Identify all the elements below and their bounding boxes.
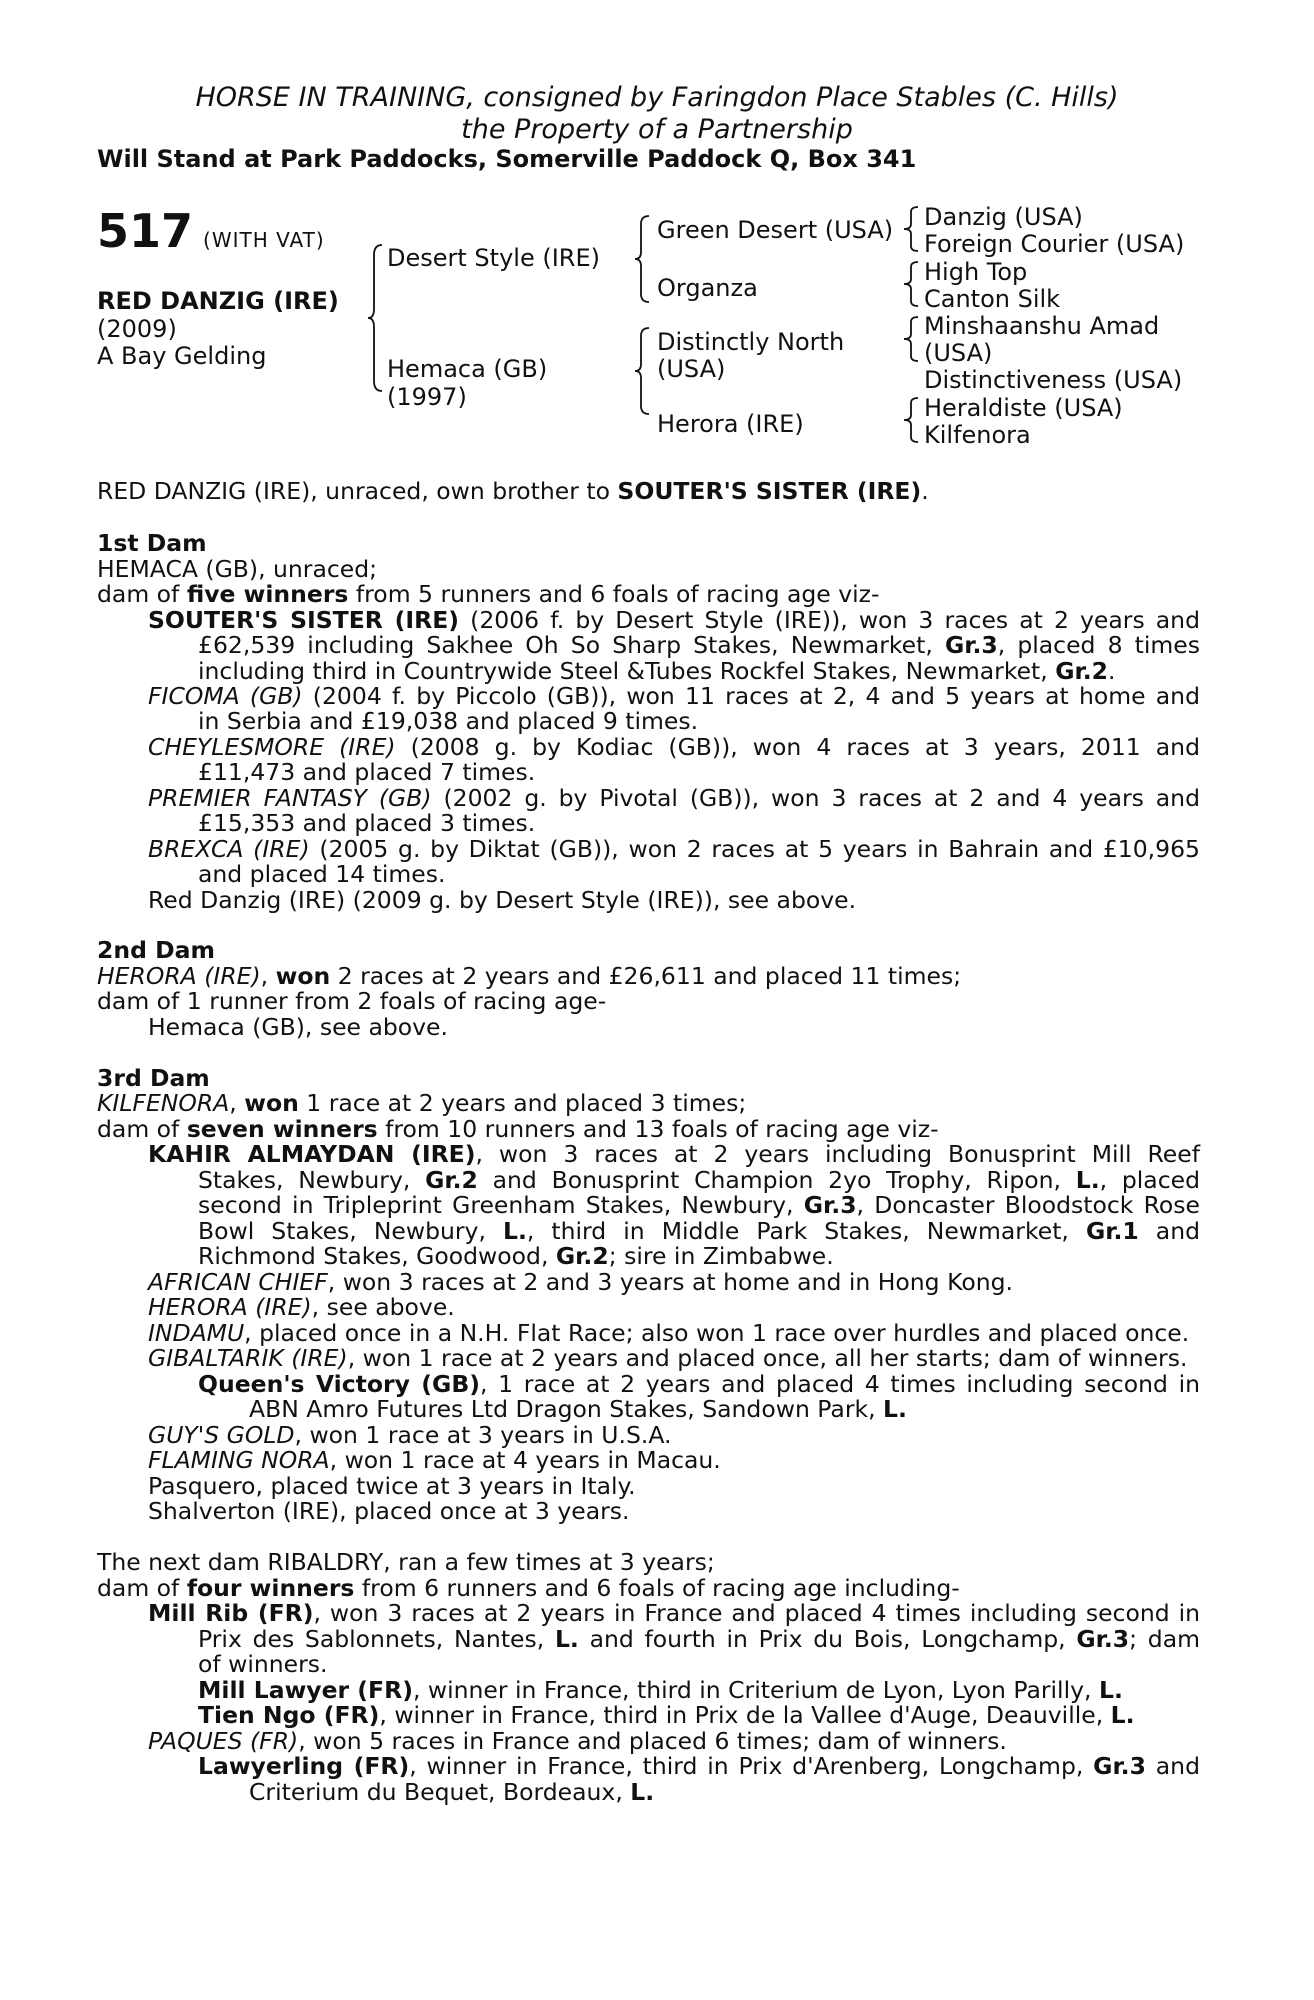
- text-run: ,: [229, 1089, 245, 1117]
- text-run: , third in Middle Park Stakes, Newmarket,: [526, 1217, 1086, 1245]
- text-run: 2 races at 2 years and £26,611 and placed 11 times;: [330, 962, 962, 990]
- pedigree-dam-sire: Distinctly North: [657, 328, 845, 356]
- text-run: , see above.: [311, 1293, 455, 1321]
- runner-name: PAQUES (FR): [148, 1727, 299, 1755]
- dam1-runner-line: [148, 734, 1200, 760]
- runner-name: HERORA (IRE): [148, 1293, 312, 1321]
- intro-text: RED DANZIG (IRE), unraced, own brother to: [97, 477, 618, 505]
- pedigree-brace-dam: [633, 326, 651, 416]
- next-runner-line: of winners.: [198, 1650, 328, 1678]
- dam1-runner-line: and placed 14 times.: [198, 860, 446, 888]
- next-dam-line2: [97, 1575, 960, 1601]
- dam3-runner-line: [198, 1243, 834, 1269]
- dam1-runner-line: [198, 632, 1200, 658]
- text-run: (2004 f. by Piccolo (GB)), won 11 races at 2, 4 and 5 years at home and: [302, 682, 1200, 710]
- dam3-runner-line: [198, 1192, 1200, 1218]
- dam2-line2: dam of 1 runner from 2 foals of racing age-: [97, 987, 607, 1015]
- dam3-runner-line: [148, 1294, 455, 1320]
- text-run: , placed: [1099, 1166, 1200, 1194]
- text-run: from 5 runners and 6 foals of racing age viz-: [348, 580, 880, 608]
- horse-year: (2009): [97, 315, 177, 343]
- pedigree-sire: Desert Style (IRE): [387, 244, 600, 272]
- pedigree-brace-ss: [902, 205, 920, 253]
- text-run: (2008 g. by Kodiac (GB)), won 4 races at 3 years, 2011 and: [395, 733, 1200, 761]
- runner-name: SOUTER'S SISTER (IRE): [148, 606, 460, 634]
- dam1-line1: HEMACA (GB), unraced;: [97, 555, 378, 583]
- dam2-line1: [97, 963, 961, 989]
- pedigree-dam-year: (1997): [387, 383, 467, 411]
- pedigree-brace-sd: [902, 260, 920, 308]
- text-run: , winner in France, third in Criterium de Lyon, Lyon Parilly,: [412, 1676, 1099, 1704]
- next-dam-line1: The next dam RIBALDRY, ran a few times at 3 years;: [97, 1548, 715, 1576]
- text-run: from 6 runners and 6 foals of racing age including-: [354, 1574, 960, 1602]
- horse-description: A Bay Gelding: [97, 342, 267, 370]
- text-run: ,: [260, 962, 276, 990]
- won-label: won: [275, 962, 331, 990]
- runner-name: BREXCA (IRE): [148, 835, 310, 863]
- text-run: and fourth in Prix du Bois, Longchamp,: [578, 1625, 1077, 1653]
- runner-name: PREMIER FANTASY (GB): [148, 784, 432, 812]
- grade: Gr.3: [944, 631, 998, 659]
- next-runner-line: [198, 1626, 1200, 1652]
- runner-name: CHEYLESMORE (IRE): [148, 733, 396, 761]
- dam3-heading: 3rd Dam: [97, 1064, 210, 1092]
- dam1-runner-line: £15,353 and placed 3 times.: [198, 809, 536, 837]
- dam1-runner-line: £11,473 and placed 7 times.: [198, 758, 536, 786]
- stabling-line: Will Stand at Park Paddocks, Somerville Paddock Q, Box 341: [97, 145, 917, 173]
- text-run: , won 3 races at 2 and 3 years at home and in Hong Kong.: [327, 1268, 1013, 1296]
- dam3-runner-line: [148, 1447, 721, 1473]
- grade: Gr.3: [803, 1191, 857, 1219]
- intro-sibling: SOUTER'S SISTER (IRE): [617, 477, 922, 505]
- pedigree-brace-sire: [633, 214, 651, 304]
- dam3-runner-line: [148, 1345, 1187, 1371]
- grade: Gr.1: [1085, 1217, 1139, 1245]
- next-runner-line: [198, 1702, 1135, 1728]
- winners-count: five winners: [186, 580, 349, 608]
- dam2-line3: Hemaca (GB), see above.: [148, 1013, 448, 1041]
- text-run: (2002 g. by Pivotal (GB)), won 3 races at 2 and 4 years and: [431, 784, 1200, 812]
- runner-name: Tien Ngo (FR): [198, 1701, 380, 1729]
- text-run: , placed once in a N.H. Flat Race; also won 1 race over hurdles and placed once.: [244, 1319, 1190, 1347]
- text-run: Richmond Stakes, Goodwood,: [198, 1242, 556, 1270]
- next-runner-line: [198, 1677, 1123, 1703]
- pedigree-ss-sire: Danzig (USA): [924, 203, 1083, 231]
- pedigree-dam-sire-country: (USA): [657, 355, 726, 383]
- dam3-runner-line: [148, 1320, 1189, 1346]
- grade: L.: [630, 1778, 655, 1806]
- text-run: from 10 runners and 13 foals of racing age viz-: [377, 1115, 939, 1143]
- pedigree-dd-sire: Heraldiste (USA): [924, 394, 1123, 422]
- dam3-runner-line: Pasquero, placed twice at 3 years in Italy.: [148, 1472, 636, 1500]
- text-run: ABN Amro Futures Ltd Dragon Stakes, Sandown Park,: [249, 1395, 884, 1423]
- text-run: , won 1 race at 3 years in U.S.A.: [294, 1421, 672, 1449]
- dam1-line2: [97, 581, 879, 607]
- runner-name: FLAMING NORA: [148, 1446, 330, 1474]
- text-run: , won 3 races at 2 years including Bonusprint Mill Reef: [475, 1140, 1200, 1168]
- dam1-runner-line: [148, 785, 1200, 811]
- text-run: , won 3 races at 2 years in France and placed 4 times including second in: [313, 1599, 1201, 1627]
- pedigree-dam-dam: Herora (IRE): [657, 410, 804, 438]
- text-run: including third in Countrywide Steel &Tubes Rockfel Stakes, Newmarket,: [198, 657, 1056, 685]
- vat-label: (WITH VAT): [203, 228, 325, 252]
- pedigree-sire-sire: Green Desert (USA): [657, 216, 894, 244]
- text-run: , placed 8 times: [997, 631, 1200, 659]
- dam3-runner-line: [148, 1141, 1200, 1167]
- text-run: , winner in France, third in Prix de la Vallee d'Auge, Deauville,: [379, 1701, 1111, 1729]
- dam3-runner-line: [198, 1371, 1200, 1397]
- grade: Gr.2: [555, 1242, 609, 1270]
- text-run: and: [1138, 1217, 1201, 1245]
- text-run: ; sire in Zimbabwe.: [608, 1242, 834, 1270]
- pedigree-ds-sire-country: (USA): [924, 339, 993, 367]
- next-runner-line: [249, 1779, 654, 1805]
- text-run: Prix des Sablonnets, Nantes,: [198, 1625, 555, 1653]
- grade: L.: [883, 1395, 907, 1423]
- text-run: , won 5 races in France and placed 6 times; dam of winners.: [298, 1727, 1007, 1755]
- text-run: 1 race at 2 years and placed 3 times;: [298, 1089, 747, 1117]
- runner-name: INDAMU: [148, 1319, 245, 1347]
- dam1-runner-line: [148, 607, 1200, 633]
- text-run: dam of: [97, 1574, 187, 1602]
- pedigree-brace-ds: [902, 315, 920, 363]
- grade: Gr.2: [1055, 657, 1109, 685]
- dam3-runner-line: [148, 1422, 671, 1448]
- text-run: ; dam: [1129, 1625, 1200, 1653]
- text-run: second in Tripleprint Greenham Stakes, Newbury,: [198, 1191, 804, 1219]
- text-run: £62,539 including Sakhee Oh So Sharp Stakes, Newmarket,: [198, 631, 945, 659]
- runner-name: FICOMA (GB): [148, 682, 303, 710]
- text-run: and: [1145, 1752, 1200, 1780]
- intro-end: .: [921, 477, 929, 505]
- grade: Gr.2: [425, 1166, 478, 1194]
- pedigree-ds-sire: Minshaanshu Amad: [924, 312, 1160, 340]
- dam2-heading: 2nd Dam: [97, 936, 215, 964]
- text-run: , won 1 race at 4 years in Macau.: [329, 1446, 721, 1474]
- pedigree-dd-dam: Kilfenora: [924, 421, 1031, 449]
- dam3-runner-line: [198, 1167, 1200, 1193]
- text-run: and Bonusprint Champion 2yo Trophy, Ripon,: [477, 1166, 1076, 1194]
- text-run: .: [1108, 657, 1116, 685]
- won-label: won: [244, 1089, 299, 1117]
- grade: L.: [554, 1625, 579, 1653]
- text-run: Bowl Stakes, Newbury,: [198, 1217, 503, 1245]
- runner-name: KAHIR ALMAYDAN (IRE): [148, 1140, 476, 1168]
- intro-line: [97, 478, 929, 504]
- dam3-line2: [97, 1116, 939, 1142]
- property-line: the Property of a Partnership: [461, 114, 853, 145]
- text-run: , winner in France, third in Prix d'Arenberg, Longchamp,: [409, 1752, 1094, 1780]
- runner-name: Mill Rib (FR): [148, 1599, 314, 1627]
- pedigree-ds-dam: Distinctiveness (USA): [924, 366, 1183, 394]
- dam3-line1: [97, 1090, 746, 1116]
- next-runner-line: [148, 1600, 1200, 1626]
- grade: L.: [1110, 1701, 1135, 1729]
- text-run: dam of: [97, 1115, 187, 1143]
- grade: L.: [1075, 1166, 1100, 1194]
- text-run: (2005 g. by Diktat (GB)), won 2 races at 5 years in Bahrain and £10,965: [309, 835, 1201, 863]
- dam1-runner-line: [148, 683, 1200, 709]
- runner-name: Queen's Victory (GB): [198, 1370, 480, 1398]
- dam3-runner-line: [148, 1269, 1013, 1295]
- text-run: Stakes, Newbury,: [198, 1166, 426, 1194]
- pedigree-sd-dam: Canton Silk: [924, 285, 1061, 313]
- pedigree-dam: Hemaca (GB): [387, 355, 548, 383]
- dam3-runner-line: [249, 1396, 907, 1422]
- next-runner-line: [148, 1728, 1007, 1754]
- dam3-runner-line: Shalverton (IRE), placed once at 3 years.: [148, 1497, 630, 1525]
- consignor-line: HORSE IN TRAINING, consigned by Faringdon Place Stables (C. Hills): [195, 82, 1119, 113]
- runner-name: GIBALTARIK (IRE): [148, 1344, 348, 1372]
- grade: Gr.3: [1093, 1752, 1146, 1780]
- dam1-runner-line: [148, 836, 1200, 862]
- pedigree-brace-dd: [902, 396, 920, 444]
- dam1-runner-line: Red Danzig (IRE) (2009 g. by Desert Style (IRE)), see above.: [148, 886, 857, 914]
- pedigree-ss-dam: Foreign Courier (USA): [924, 230, 1185, 258]
- runner-name: GUY'S GOLD: [148, 1421, 295, 1449]
- next-runner-line: [198, 1753, 1200, 1779]
- grade: L.: [1098, 1676, 1123, 1704]
- runner-name: AFRICAN CHIEF: [148, 1268, 328, 1296]
- dam-name: KILFENORA: [97, 1089, 230, 1117]
- dam-name: HERORA (IRE): [97, 962, 261, 990]
- text-run: dam of: [97, 580, 187, 608]
- dam1-heading: 1st Dam: [97, 529, 207, 557]
- dam3-runner-line: [198, 1218, 1200, 1244]
- text-run: , Doncaster Bloodstock Rose: [856, 1191, 1200, 1219]
- text-run: (2006 f. by Desert Style (IRE)), won 3 races at 2 years and: [459, 606, 1200, 634]
- winners-count: seven winners: [186, 1115, 378, 1143]
- text-run: , won 1 race at 2 years and placed once, all her starts; dam of winners.: [347, 1344, 1188, 1372]
- runner-name: Lawyerling (FR): [198, 1752, 410, 1780]
- dam1-runner-line: [198, 658, 1116, 684]
- runner-name: Mill Lawyer (FR): [198, 1676, 413, 1704]
- pedigree-sd-sire: High Top: [924, 258, 1028, 286]
- pedigree-brace-gen1: [366, 243, 384, 393]
- dam1-runner-line: in Serbia and £19,038 and placed 9 times.: [198, 707, 699, 735]
- pedigree-sire-dam: Organza: [657, 274, 758, 302]
- grade: L.: [502, 1217, 527, 1245]
- lot-number: [97, 206, 325, 265]
- winners-count: four winners: [186, 1574, 355, 1602]
- text-run: , 1 race at 2 years and placed 4 times including second in: [479, 1370, 1200, 1398]
- horse-name: RED DANZIG (IRE): [97, 287, 339, 315]
- lot-number-value: 517: [97, 204, 194, 258]
- grade: Gr.3: [1076, 1625, 1130, 1653]
- text-run: Criterium du Bequet, Bordeaux,: [249, 1778, 631, 1806]
